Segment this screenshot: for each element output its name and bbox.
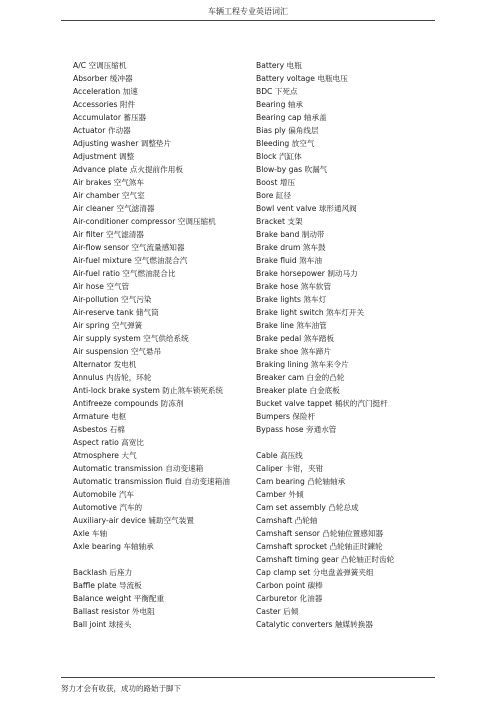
glossary-entry [256, 124, 456, 137]
term-chinese: 外电阻 [131, 607, 155, 616]
glossary-entry [73, 163, 248, 176]
glossary-entry [256, 475, 456, 488]
term-chinese: 空气供给系统 [143, 334, 189, 343]
term-chinese: 加速 [122, 87, 138, 96]
term-english: Camshaft sprocket [256, 542, 328, 551]
term-chinese: 车轴轴承 [123, 542, 154, 551]
glossary-entry [73, 111, 248, 124]
term-chinese: 煞车蹄片 [300, 347, 332, 356]
term-chinese: 凸轮轴正时齿轮 [341, 555, 395, 564]
term-chinese: 汽车 [118, 490, 134, 499]
glossary-entry [256, 319, 456, 332]
glossary-entry [256, 189, 456, 202]
glossary-entry [73, 475, 248, 488]
term-english: Block [256, 152, 277, 161]
term-chinese: 作动器 [107, 126, 131, 135]
term-chinese: 凸轮轴 [294, 516, 318, 525]
term-english: Breaker cam [256, 373, 305, 382]
page-footer: 努力才会有收获，成功的路始于脚下 [61, 684, 181, 693]
term-english: Brake hose [256, 282, 299, 291]
glossary-entry [73, 254, 248, 267]
glossary-entry [73, 397, 248, 410]
term-english: Boost [256, 178, 278, 187]
term-chinese: 蓄压器 [123, 113, 147, 122]
term-chinese: 制动带 [301, 230, 325, 239]
glossary-entry [256, 579, 456, 592]
term-english: Adjustment [73, 152, 117, 161]
term-english: Braking lining [256, 360, 309, 369]
term-chinese: 后座力 [109, 568, 133, 577]
glossary-entry [73, 176, 248, 189]
term-english: Automatic transmission fluid [73, 477, 182, 486]
term-english: Accumulator [73, 113, 121, 122]
term-chinese: 空调压缩机 [88, 61, 127, 70]
glossary-entry [73, 449, 248, 462]
glossary-entry [73, 306, 248, 319]
term-chinese: 调整 [119, 152, 135, 161]
term-english: Automotive [73, 503, 117, 512]
term-chinese: 空调压缩机 [177, 217, 216, 226]
glossary-entry [256, 462, 456, 475]
term-chinese: 空气滤清器 [116, 204, 155, 213]
term-chinese: 防止煞车锁死系统 [162, 386, 224, 395]
term-english: A/C [73, 61, 87, 70]
term-chinese: 白金的凸轮 [306, 373, 345, 382]
term-chinese: 偏角线层 [288, 126, 319, 135]
term-chinese: 石棉 [109, 425, 125, 434]
term-chinese: 卡钳，夹钳 [285, 464, 324, 473]
term-chinese: 大气 [121, 451, 137, 460]
glossary-entry [73, 85, 248, 98]
term-english: Brake lights [256, 295, 301, 304]
term-chinese: 电瓶电压 [317, 74, 348, 83]
term-english: Axle [73, 529, 90, 538]
term-chinese: 缓冲器 [109, 74, 133, 83]
term-english: Cable [256, 451, 278, 460]
glossary-entry [256, 514, 456, 527]
term-chinese: 储气筒 [135, 308, 159, 317]
term-chinese: 保险杆 [292, 412, 316, 421]
glossary-entry [73, 436, 248, 449]
glossary-entry [73, 462, 248, 475]
term-english: Auxiliary-air device [73, 516, 146, 525]
glossary-entry [256, 306, 456, 319]
term-chinese: 煞车油管 [296, 321, 327, 330]
term-english: Carbon point [256, 581, 306, 590]
glossary-entry [256, 449, 456, 462]
term-english: Air spring [73, 321, 110, 330]
glossary-entry [256, 488, 456, 501]
glossary-entry [256, 345, 456, 358]
term-chinese: 缸径 [275, 191, 292, 200]
glossary-entry [256, 566, 456, 579]
term-chinese: 触媒转换器 [334, 620, 373, 629]
term-chinese: 空气流量感知器 [131, 243, 185, 252]
glossary-entry [256, 163, 456, 176]
right-column [256, 59, 456, 631]
term-english: Atmosphere [73, 451, 119, 460]
glossary-entry [256, 137, 456, 150]
term-chinese: 汽缸体 [278, 152, 302, 161]
glossary-entry [73, 280, 248, 293]
glossary-entry [73, 150, 248, 163]
term-chinese: 化油器 [299, 594, 323, 603]
glossary-entry [256, 540, 456, 553]
term-english: Brake pedal [256, 334, 302, 343]
term-english: Air hose [73, 282, 104, 291]
term-english: Air-pollution [73, 295, 119, 304]
term-english: Automatic transmission [73, 464, 163, 473]
term-english: Camber [256, 490, 286, 499]
term-english: Air-fuel mixture [73, 256, 132, 265]
term-english: Aspect ratio [73, 438, 119, 447]
glossary-entry [73, 618, 248, 631]
term-english: Air-fuel ratio [73, 269, 120, 278]
term-english: Catalytic converters [256, 620, 333, 629]
term-english: Armature [73, 412, 109, 421]
term-english: Battery voltage [256, 74, 315, 83]
term-chinese: 制动马力 [327, 269, 358, 278]
glossary-entry [256, 592, 456, 605]
glossary-entry [73, 553, 248, 566]
term-english: Bumpers [256, 412, 290, 421]
term-english: Anti-lock brake system [73, 386, 160, 395]
term-chinese: 车轴 [91, 529, 108, 538]
term-english: Annulus [73, 373, 104, 382]
glossary-entry [73, 605, 248, 618]
term-chinese: 碳棒 [307, 581, 323, 590]
term-english: Actuator [73, 126, 106, 135]
glossary-entry [73, 98, 248, 111]
term-english: Baffle plate [73, 581, 117, 590]
term-chinese: 煞车软管 [300, 282, 332, 291]
term-chinese: 球形通风阀 [318, 204, 357, 213]
glossary-entry [256, 98, 456, 111]
glossary-entry [73, 345, 248, 358]
term-english: Air-conditioner compressor [73, 217, 176, 226]
glossary-entry [256, 527, 456, 540]
glossary-entry [73, 202, 248, 215]
term-chinese: 导流板 [118, 581, 142, 590]
term-chinese: 桶状的汽门挺杆 [334, 399, 388, 408]
glossary-entry [256, 501, 456, 514]
term-chinese: 凸轮轴位置感知器 [322, 529, 384, 538]
header-rule [61, 20, 435, 21]
term-english: Bearing cap [256, 113, 302, 122]
glossary-entry [73, 527, 248, 540]
glossary-entry [73, 215, 248, 228]
glossary-entry [73, 137, 248, 150]
term-chinese: 凸轮总成 [328, 503, 359, 512]
term-english: Brake light switch [256, 308, 324, 317]
glossary-entry [256, 332, 456, 345]
glossary-entry [256, 618, 456, 631]
term-english: Air-reserve tank [73, 308, 134, 317]
glossary-entry [73, 566, 248, 579]
term-english: Bracket [256, 217, 285, 226]
glossary-entry [256, 410, 456, 423]
term-chinese: 煞车鼓 [302, 243, 326, 252]
term-english: Camshaft timing gear [256, 555, 339, 564]
term-english: BDC [256, 87, 273, 96]
glossary-entry [256, 176, 456, 189]
term-english: Brake band [256, 230, 300, 239]
term-chinese: 空气弹簧 [111, 321, 143, 330]
glossary-entry [256, 358, 456, 371]
glossary-entry [73, 488, 248, 501]
left-column [73, 59, 248, 631]
glossary-entry [256, 241, 456, 254]
glossary-entry [256, 267, 456, 280]
glossary-entry [256, 605, 456, 618]
glossary-entry [256, 293, 456, 306]
term-english: Backlash [73, 568, 107, 577]
glossary-entry [73, 579, 248, 592]
term-chinese: 白金底板 [309, 386, 340, 395]
term-english: Ball joint [73, 620, 107, 629]
term-chinese: 支架 [287, 217, 303, 226]
term-chinese: 空气悬吊 [130, 347, 162, 356]
term-english: Axle bearing [73, 542, 121, 551]
glossary-entry [256, 280, 456, 293]
glossary-entry [256, 85, 456, 98]
term-chinese: 吹漏气 [304, 165, 328, 174]
term-english: Asbestos [73, 425, 108, 434]
term-chinese: 后倾 [283, 607, 299, 616]
glossary-entry [256, 436, 456, 449]
term-chinese: 内齿轮，环轮 [105, 373, 152, 382]
term-chinese: 汽车的 [119, 503, 143, 512]
term-english: Brake horsepower [256, 269, 325, 278]
term-english: Brake fluid [256, 256, 297, 265]
term-chinese: 附件 [119, 100, 136, 109]
term-english: Bucket valve tappet [256, 399, 333, 408]
term-chinese: 轴承盖 [303, 113, 327, 122]
term-english: Acceleration [73, 87, 121, 96]
term-english: Battery [256, 61, 285, 70]
term-chinese: 点火提前作用板 [129, 165, 183, 174]
term-chinese: 球接头 [108, 620, 132, 629]
term-chinese: 高压线 [279, 451, 303, 460]
glossary-entry [73, 59, 248, 72]
glossary-entry [256, 215, 456, 228]
glossary-entry [73, 241, 248, 254]
term-english: Air chamber [73, 191, 120, 200]
glossary-entry [73, 410, 248, 423]
term-english: Caster [256, 607, 281, 616]
term-chinese: 防冻剂 [160, 399, 184, 408]
term-chinese: 放空气 [291, 139, 315, 148]
term-english: Caliper [256, 464, 283, 473]
term-chinese: 凸轮轴轴承 [307, 477, 346, 486]
glossary-entry [73, 332, 248, 345]
term-chinese: 空气燃油混合比 [122, 269, 176, 278]
term-chinese: 自动变速箱油 [184, 477, 230, 486]
term-chinese: 下死点 [274, 87, 298, 96]
term-chinese: 自动变速箱 [165, 464, 204, 473]
term-chinese: 空气管 [106, 282, 130, 291]
term-chinese: 平衡配重 [133, 594, 165, 603]
term-chinese: 外倾 [288, 490, 304, 499]
glossary-entry [256, 371, 456, 384]
glossary-entry [256, 423, 456, 436]
glossary-entry [73, 293, 248, 306]
term-chinese: 空气滤清器 [105, 230, 144, 239]
term-english: Balance weight [73, 594, 132, 603]
glossary-entry [256, 254, 456, 267]
term-english: Brake line [256, 321, 294, 330]
term-english: Bleeding [256, 139, 290, 148]
glossary-entry [73, 228, 248, 241]
term-chinese: 旁通水管 [306, 425, 337, 434]
term-english: Cam set assembly [256, 503, 326, 512]
term-chinese: 发电机 [113, 360, 137, 369]
term-english: Accessories [73, 100, 118, 109]
term-chinese: 电瓶 [286, 61, 302, 70]
glossary-entry [73, 124, 248, 137]
glossary-entry [73, 540, 248, 553]
term-english: Bias ply [256, 126, 286, 135]
term-chinese: 辅助空气装置 [148, 516, 194, 525]
glossary-entry [73, 358, 248, 371]
glossary-entry [73, 514, 248, 527]
glossary-entry [256, 59, 456, 72]
glossary-entry [73, 72, 248, 85]
term-english: Cap clamp set [256, 568, 311, 577]
term-english: Camshaft [256, 516, 293, 525]
term-chinese: 煞车灯开关 [326, 308, 365, 317]
glossary-entry [73, 501, 248, 514]
term-english: Bearing [256, 100, 286, 109]
term-english: Bowl vent valve [256, 204, 317, 213]
glossary-entry [256, 384, 456, 397]
term-chinese: 轴承 [287, 100, 304, 109]
glossary-entry [256, 228, 456, 241]
term-chinese: 分电盘盖弹簧夹组 [312, 568, 374, 577]
glossary-entry [256, 111, 456, 124]
term-english: Brake drum [256, 243, 301, 252]
term-chinese: 凸轮轴正时鍊轮 [329, 542, 383, 551]
term-english: Blow-by gas [256, 165, 303, 174]
term-english: Carburetor [256, 594, 298, 603]
term-english: Absorber [73, 74, 108, 83]
glossary-entry [73, 267, 248, 280]
term-english: Breaker plate [256, 386, 308, 395]
glossary-entry [73, 189, 248, 202]
term-chinese: 煞车油 [299, 256, 322, 265]
term-english: Advance plate [73, 165, 128, 174]
term-chinese: 电枢 [111, 412, 127, 421]
glossary-entry [256, 202, 456, 215]
page-header: 车辆工程专业英语词汇 [208, 7, 288, 16]
glossary-entry [73, 423, 248, 436]
term-english: Air supply system [73, 334, 141, 343]
glossary-entry [256, 150, 456, 163]
glossary-entry [256, 553, 456, 566]
term-english: Adjusting washer [73, 139, 139, 148]
term-english: Air suspension [73, 347, 129, 356]
term-chinese: 增压 [279, 178, 296, 187]
term-english: Cam bearing [256, 477, 305, 486]
glossary-entry [73, 384, 248, 397]
term-chinese: 空气燃油混合汽 [134, 256, 188, 265]
term-english: Air-flow sensor [73, 243, 129, 252]
term-english: Bypass hose [256, 425, 304, 434]
glossary-entry [73, 371, 248, 384]
glossary-entry [256, 72, 456, 85]
term-english: Alternator [73, 360, 112, 369]
glossary-entry [73, 319, 248, 332]
glossary-entry [73, 592, 248, 605]
term-english: Camshaft sensor [256, 529, 320, 538]
term-english: Air brakes [73, 178, 112, 187]
term-english: Bore [256, 191, 274, 200]
term-english: Automobile [73, 490, 117, 499]
term-chinese: 空气煞车 [113, 178, 144, 187]
term-chinese: 调整垫片 [140, 139, 172, 148]
term-english: Ballast resistor [73, 607, 130, 616]
term-chinese: 空气污染 [121, 295, 152, 304]
term-chinese: 煞车来令片 [310, 360, 349, 369]
term-chinese: 空气室 [121, 191, 145, 200]
term-chinese: 煞车踏板 [303, 334, 335, 343]
term-english: Air cleaner [73, 204, 115, 213]
term-chinese: 高宽比 [121, 438, 144, 447]
term-english: Brake shoe [256, 347, 299, 356]
term-chinese: 煞车灯 [303, 295, 327, 304]
footer-rule [61, 677, 435, 678]
term-english: Antifreeze compounds [73, 399, 159, 408]
glossary-entry [256, 397, 456, 410]
term-english: Air filter [73, 230, 104, 239]
